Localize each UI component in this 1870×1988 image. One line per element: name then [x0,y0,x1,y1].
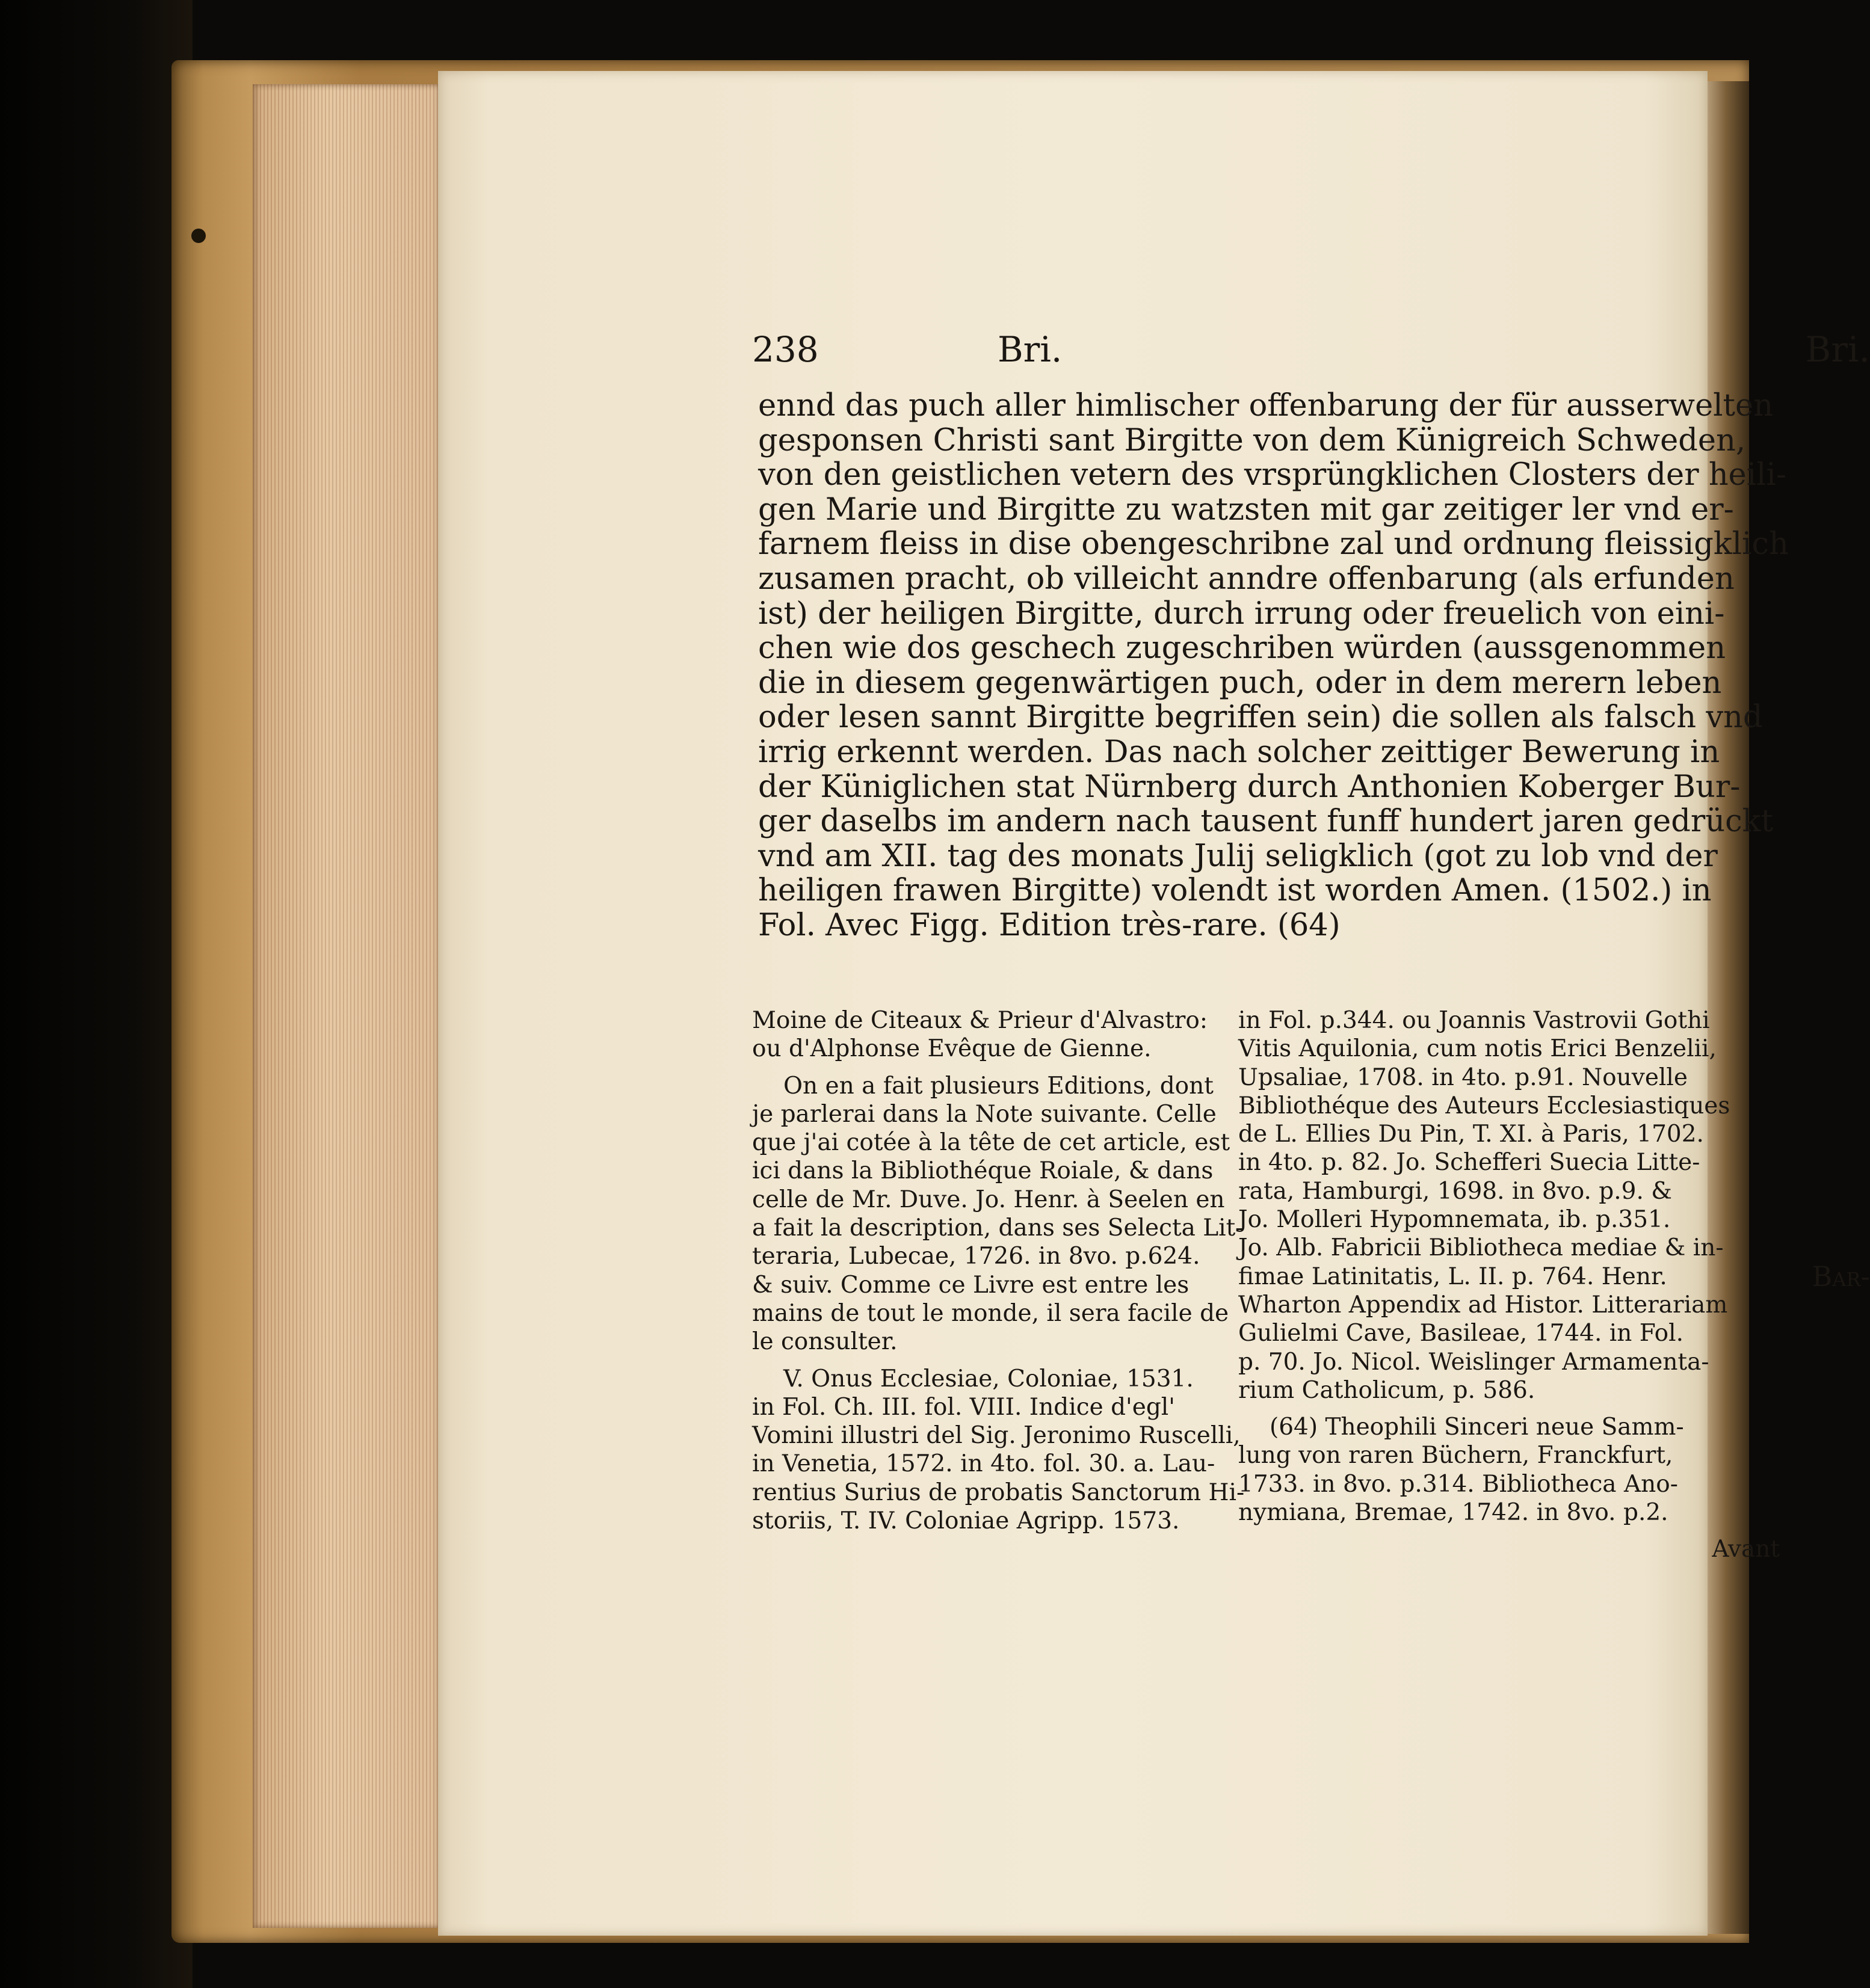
left-line: in Fol. Ch. III. fol. VIII. Indice d'egl' [752,1393,1175,1421]
main-line: von den geistlichen vetern des vrsprüngklichen Closters der heili- [758,457,1787,493]
footnote-column-left [752,1006,1276,1543]
cover-blemish [191,229,206,243]
right-line: (64) Theophili Sinceri neue Samm- [1270,1414,1684,1441]
right-line: de L. Ellies Du Pin, T. XI. à Paris, 1702. [1238,1121,1704,1148]
main-line: chen wie dos geschech zugeschriben würden (aussgenommen [758,630,1726,666]
background-shadow [0,0,193,1988]
right-line: Vitis Aquilonia, cum notis Erici Benzelii, [1238,1035,1717,1063]
left-line: je parlerai dans la Note suivante. Celle [752,1100,1217,1128]
left-line: storiis, T. IV. Coloniae Agripp. 1573. [752,1507,1180,1535]
left-line: rentius Surius de probatis Sanctorum Hi- [752,1479,1245,1506]
left-line: & suiv. Comme ce Livre est entre les [752,1271,1190,1299]
footnote-column-right [1238,1006,1780,1564]
right-line: Wharton Appendix ad Histor. Litterariam [1238,1291,1728,1319]
main-line: der Küniglichen stat Nürnberg durch Anthonien Koberger Bur- [758,769,1741,805]
main-line: irrig erkennt werden. Das nach solcher zeittiger Bewerung in [758,734,1720,770]
right-line: rata, Hamburgi, 1698. in 8vo. p.9. & [1238,1177,1672,1205]
left-line: ou d'Alphonse Evêque de Gienne. [752,1035,1152,1063]
right-line: rium Catholicum, p. 586. [1238,1376,1535,1404]
right-line: fimae Latinitatis, L. II. p. 764. Henr. [1238,1263,1667,1290]
right-line: nymiana, Bremae, 1742. in 8vo. p.2. [1238,1499,1668,1527]
left-line: teraria, Lubecae, 1726. in 8vo. p.624. [752,1243,1200,1270]
right-line: Jo. Alb. Fabricii Bibliotheca mediae & in- [1238,1234,1724,1262]
left-line: in Venetia, 1572. in 4to. fol. 30. a. Lau- [752,1450,1215,1478]
right-line: 1733. in 8vo. p.314. Bibliotheca Ano- [1238,1470,1678,1498]
main-line: farnem fleiss in dise obengeschribne zal und ordnung fleissigklich [758,526,1789,562]
main-line: ennd das puch aller himlischer offenbarung der für ausserwelten [758,388,1774,423]
right-line: lung von raren Büchern, Franckfurt, [1238,1442,1673,1469]
right-line: Jo. Molleri Hypomnemata, ib. p.351. [1238,1206,1671,1234]
right-line: in Fol. p.344. ou Joannis Vastrovii Gothi [1238,1007,1710,1034]
catchword-main: Bar- [1812,1260,1870,1293]
left-line: On en a fait plusieurs Editions, dont [783,1072,1214,1100]
page-number: 238 [752,329,819,370]
main-line: die in diesem gegenwärtigen puch, oder in dem merern leben [758,665,1722,701]
main-line: ger daselbs im andern nach tausent funff hundert jaren gedrückt [758,804,1774,840]
header-center-title: Bri. [998,329,1063,370]
left-line: mains de tout le monde, il sera facile de [752,1299,1229,1327]
right-line: in 4to. p. 82. Jo. Schefferi Suecia Litte- [1238,1149,1700,1177]
left-line: que j'ai cotée à la tête de cet article, est [752,1129,1230,1157]
left-line: ici dans la Bibliothéque Roiale, & dans [752,1157,1214,1185]
right-line: Upsaliae, 1708. in 4to. p.91. Nouvelle [1238,1063,1688,1091]
right-line: Gulielmi Cave, Basileae, 1744. in Fol. [1238,1320,1684,1347]
left-line: celle de Mr. Duve. Jo. Henr. à Seelen en [752,1186,1225,1213]
running-header [752,322,1870,377]
left-line: le consulter. [752,1328,898,1356]
main-line: ist) der heiligen Birgitte, durch irrung oder freuelich von eini- [758,595,1725,632]
left-line: a fait la description, dans ses Selecta Lit- [752,1214,1244,1242]
left-line: Moine de Citeaux & Prieur d'Alvastro: [752,1007,1208,1034]
page-edges [253,84,442,1928]
right-line: Bibliothéque des Auteurs Ecclesiastiques [1238,1092,1730,1119]
header-right-title: Bri. [1805,329,1870,370]
main-line: vnd am XII. tag des monats Julij seligklich (got zu lob vnd der [758,838,1718,874]
book-page [438,71,1870,1936]
main-line: Fol. Avec Figg. Edition très-rare. (64) [758,907,1341,943]
main-line: zusamen pracht, ob villeicht anndre offenbarung (als erfunden [758,561,1735,597]
main-line: heiligen frawen Birgitte) volendt ist worden Amen. (1502.) in [758,873,1712,909]
main-line: oder lesen sannt Birgitte begriffen sein) die sollen als falsch vnd [758,700,1763,736]
catchword-right: Avant [1712,1536,1780,1563]
left-line: Vomini illustri del Sig. Jeronimo Ruscelli, [752,1422,1241,1450]
main-line: gen Marie und Birgitte zu watzsten mit gar zeitiger ler vnd er- [758,491,1734,528]
main-line: gesponsen Christi sant Birgitte von dem Künigreich Schweden, [758,422,1746,458]
left-line: V. Onus Ecclesiae, Coloniae, 1531. [783,1365,1194,1393]
right-line: p. 70. Jo. Nicol. Weislinger Armamenta- [1238,1348,1709,1376]
